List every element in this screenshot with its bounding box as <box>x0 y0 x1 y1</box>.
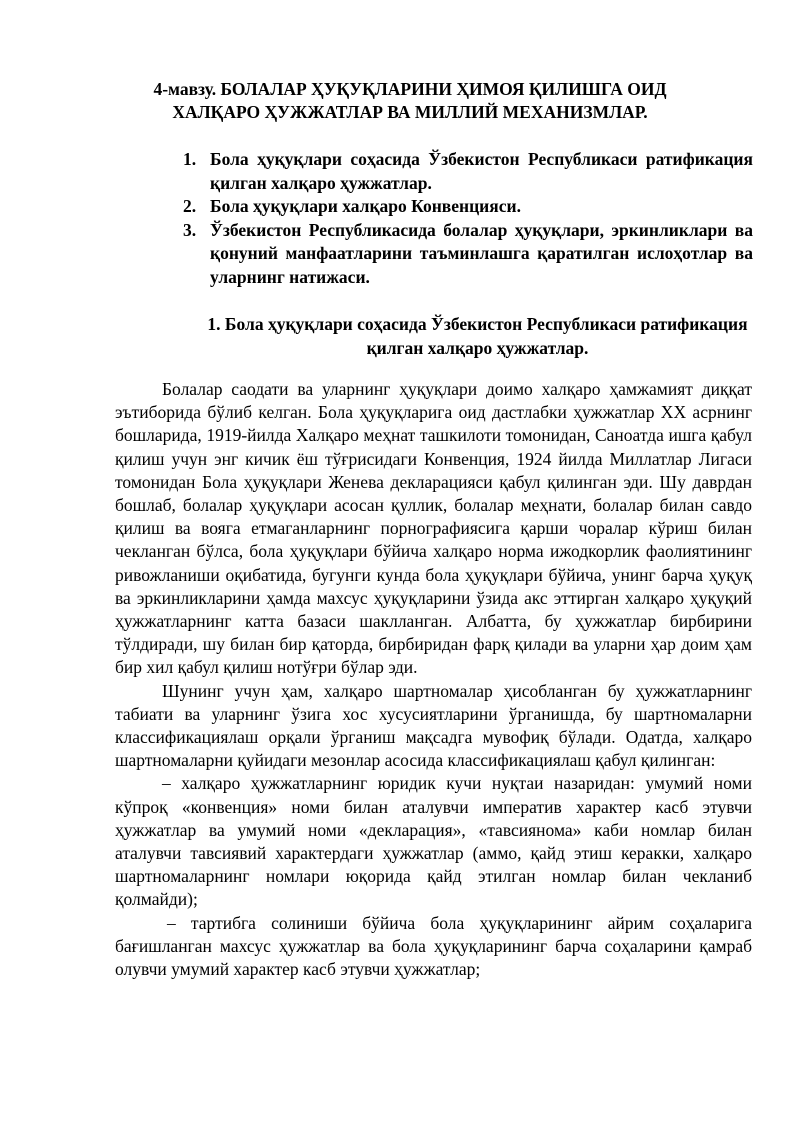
outline-number: 1. <box>183 149 197 169</box>
topic-outline <box>183 148 753 289</box>
outline-text: Бола ҳуқуқлари халқаро Конвенцияси. <box>210 196 521 216</box>
outline-item <box>183 219 753 290</box>
body-text <box>115 378 752 981</box>
document-title: 4-мавзу. БОЛАЛАР ҲУҚУҚЛАРИНИ ҲИМОЯ ҚИЛИШГА ОИД ХАЛҚАРО ҲУЖЖАТЛАР ВА МИЛЛИЙ МЕХАНИЗМЛАР. <box>153 79 667 122</box>
outline-text: Бола ҳуқуқлари соҳасида Ўзбекистон Республикаси ратификация қилган халқаро ҳужжатлар. <box>210 149 753 193</box>
section-heading: 1. Бола ҳуқуқлари соҳасида Ўзбекистон Республикаси ратификация қилган халқаро ҳужжатлар. <box>207 314 748 358</box>
outline-text: Ўзбекистон Республикасида болалар ҳуқуқлари, эркинликлари ва қонуний манфаатларини таъминлашга қаратилган ислоҳотлар ва уларнинг натижаси. <box>210 219 753 287</box>
outline-number: 3. <box>183 219 197 240</box>
list-paragraph: – тартибга солиниши бўйича бола ҳуқуқларининг айрим соҳаларига бағишланган махсус ҳужжатлар ва бола ҳуқуқларининг барча соҳаларини қамраб олувчи умумий характер касб этувчи ҳужжатлар; <box>115 912 752 980</box>
paragraph: Шунинг учун ҳам, халқаро шартномалар ҳисобланган бу ҳужжатларнинг табиати ва уларнинг ўзига хос хусусиятларини ўрганишда, бу шартномаларни классификациялаш орқали ўрганиш мақсадга мувофиқ бўлади. Одатда, халқаро шартномаларни қуйидаги мезонлар асосида классификациялаш қабул қилинган: <box>115 680 752 771</box>
outline-item <box>183 195 753 219</box>
paragraph: Болалар саодати ва уларнинг ҳуқуқлари доимо халқаро ҳамжамият диққат эътиборида бўлиб келган. Бола ҳуқуқларига оид дастлабки ҳужжатлар ХХ асрнинг бошларида, 1919-йилда Халқаро меҳнат ташкилоти томонидан, Саноатда ишга қабул қилиш учун энг кичик ёш тўғрисидаги Конвенция, 1924 йилда Миллатлар Лигаси томонидан Бола ҳуқуқлари Женева декларацияси қабул қилинган эди. Шу даврдан бошлаб, болалар ҳуқуқлари асосан қуллик, болалар меҳнати, болалар билан савдо қилиш ва вояга етмаганларнинг порнографиясига қарши чоралар кўриш билан чекланган бўлса, бола ҳуқуқлари бўйича халқаро норма ижодкорлик фаолиятининг ривожланиши оқибатида, бугунги кунда бола ҳуқуқлари бўйича, унинг барча ҳуқуқ ва эркинликларини ҳамда махсус ҳуқуқларини ўзида акс эттирган халқаро ҳуқуқий ҳужжатларнинг катта базаси шаклланган. Албатта, бу ҳужжатлар бирбирини тўлдиради, шу билан бир қаторда, бирбиридан фарқ қилади ва уларни ҳар доим ҳам бир хил қабул қилиш нотўғри бўлар эди. <box>115 379 752 678</box>
list-paragraph: – халқаро ҳужжатларнинг юридик кучи нуқтаи назаридан: умумий номи кўпроқ «конвенция» номи билан аталувчи императив характер касб этувчи ҳужжатлар ва умумий номи «декларация», «тавсиянома» каби номлар билан аталувчи тавсиявий характердаги ҳужжатлар (аммо, қайд этиш керакки, халқаро шартномаларнинг номлари юқорида қайд этилган номлар билан чекланиб қолмайди); <box>115 773 752 910</box>
outline-number: 2. <box>183 196 197 216</box>
outline-item <box>183 148 753 195</box>
